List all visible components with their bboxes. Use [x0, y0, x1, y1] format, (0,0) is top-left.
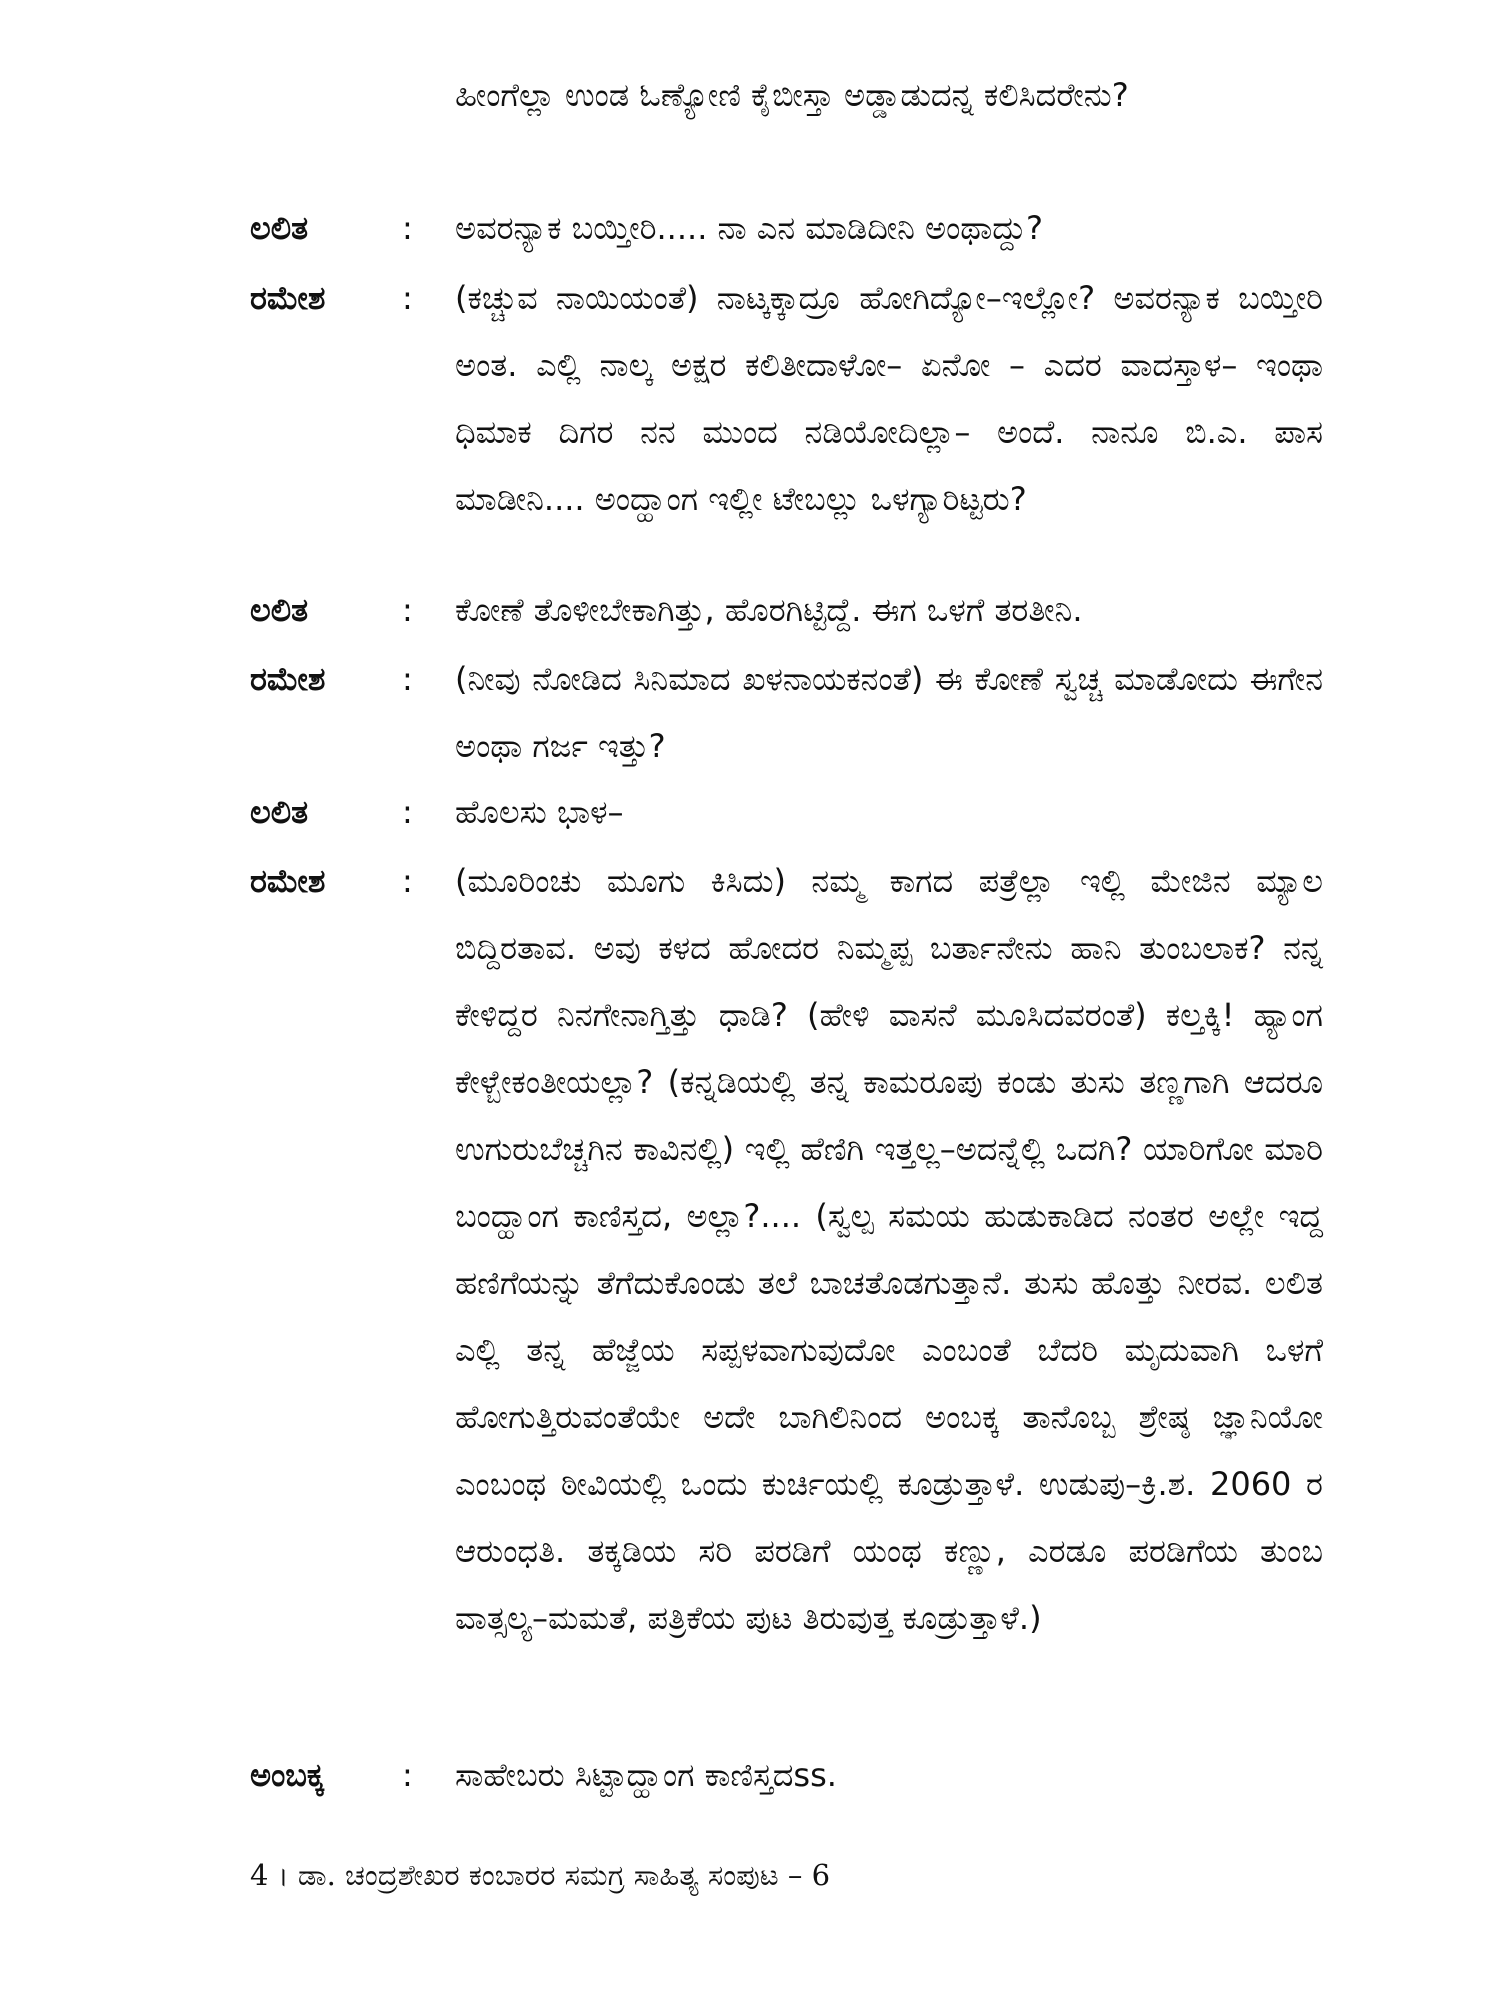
speaker-colon: :: [402, 793, 413, 831]
speaker-name: ರಮೇಶ: [250, 660, 326, 698]
speaker-colon: :: [402, 660, 413, 698]
dialogue-text: ಸಾಹೇಬರು ಸಿಟ್ಟಾದ್ಹಾಂಗ ಕಾಣಿಸ್ತದss.: [455, 1756, 837, 1794]
speaker-name: ರಮೇಶ: [250, 279, 326, 317]
dialogue-text: ಕೋಣೆ ತೊಳೀಬೇಕಾಗಿತ್ತು, ಹೊರಗಿಟ್ಟಿದ್ದೆ. ಈಗ ಒಳಗೆ ತರತೀನಿ.: [455, 591, 1083, 629]
dialogue-text: ಅವರನ್ಯಾಕ ಬಯ್ತೀರಿ..... ನಾ ಎನ ಮಾಡಿದೀನಿ ಅಂಥಾದ್ದು?: [455, 209, 1044, 247]
page-footer: 4 । ಡಾ. ಚಂದ್ರಶೇಖರ ಕಂಬಾರರ ಸಮಗ್ರ ಸಾಹಿತ್ಯ ಸಂಪುಟ – 6: [250, 1858, 831, 1892]
speaker-colon: :: [402, 591, 413, 629]
dialogue-text: (ನೀವು ನೋಡಿದ ಸಿನಿಮಾದ ಖಳನಾಯಕನಂತೆ) ಈ ಕೋಣೆ ಸ್ವಚ್ಚ ಮಾಡೋದು ಈಗೇನ ಅಂಥಾ ಗರ್ಜ ಇತ್ತು?: [455, 660, 1323, 765]
speaker-colon: :: [402, 1756, 413, 1794]
dialogue-text: ಹೊಲಸು ಭಾಳ–: [455, 793, 624, 831]
speaker-name: ಲಲಿತ: [250, 591, 309, 629]
speaker-name: ಲಲಿತ: [250, 209, 309, 247]
speaker-colon: :: [402, 862, 413, 900]
speaker-name: ಅಂಬಕ್ಕ: [250, 1756, 325, 1794]
speaker-name: ರಮೇಶ: [250, 862, 326, 900]
continuation-paragraph: ಹೀಂಗೆಲ್ಲಾ ಉಂಡ ಓಣ್ಯೋಣಿ ಕೈಬೀಸ್ತಾ ಅಡ್ಡಾಡುದನ್ನ ಕಲಿಸಿದರೇನು?: [455, 76, 1129, 114]
dialogue-text: (ಕಚ್ಚುವ ನಾಯಿಯಂತೆ) ನಾಟ್ಕಕ್ಕಾದ್ರೂ ಹೋಗಿದ್ಯೋ–ಇಲ್ಲೋ? ಅವರನ್ಯಾಕ ಬಯ್ತೀರಿ ಅಂತ. ಎಲ್ಲಿ ನಾಲ್ಕ ಅಕ್ಷರ ಕಲಿತೀದಾಳೋ– ಏನೋ – ಎದರ ವಾದಸ್ತಾಳ– ಇಂಥಾ ಧಿಮಾಕ ದಿಗರ ನನ ಮುಂದ ನಡಿಯೋದಿಲ್ಲಾ– ಅಂದೆ. ನಾನೂ ಬಿ.ಎ. ಪಾಸ ಮಾಡೀನಿ.... ಅಂದ್ಹಾಂಗ ಇಲ್ಲೀ ಟೇಬಲ್ಲು ಒಳಗ್ಯಾರಿಟ್ಟರು?: [455, 279, 1323, 518]
dialogue-text: (ಮೂರಿಂಚು ಮೂಗು ಕಿಸಿದು) ನಮ್ಮ ಕಾಗದ ಪತ್ರೆಲ್ಲಾ ಇಲ್ಲಿ ಮೇಜಿನ ಮ್ಯಾಲ ಬಿದ್ದಿರತಾವ. ಅವು ಕಳದ ಹೋದರ ನಿಮ್ಮಪ್ಪ ಬರ್ತಾನೇನು ಹಾನಿ ತುಂಬಲಾಕ? ನನ್ನ ಕೇಳಿದ್ದರ ನಿನಗೇನಾಗ್ತಿತ್ತು ಧಾಡಿ? (ಹೇಳಿ ವಾಸನೆ ಮೂಸಿದವರಂತೆ) ಕಲ್ತಕ್ಕಿ! ಹ್ಯಾಂಗ ಕೇಳ್ಬೇಕಂತೀಯಲ್ಲಾ? (ಕನ್ನಡಿಯಲ್ಲಿ ತನ್ನ ಕಾಮರೂಪು ಕಂಡು ತುಸು ತಣ್ಣಗಾಗಿ ಆದರೂ ಉಗುರುಬೆಚ್ಚಗಿನ ಕಾವಿನಲ್ಲಿ) ಇಲ್ಲಿ ಹೆಣಿಗಿ ಇತ್ತಲ್ಲ–ಅದನ್ನೆಲ್ಲಿ ಒದಗಿ? ಯಾರಿಗೋ ಮಾರಿ ಬಂದ್ಹಾಂಗ ಕಾಣಿಸ್ತದ, ಅಲ್ಲಾ?.... (ಸ್ವಲ್ಪ ಸಮಯ ಹುಡುಕಾಡಿದ ನಂತರ ಅಲ್ಲೇ ಇದ್ದ ಹಣಿಗೆಯನ್ನು ತೆಗೆದುಕೊಂಡು ತಲೆ ಬಾಚತೊಡಗುತ್ತಾನೆ. ತುಸು ಹೊತ್ತು ನೀರವ. ಲಲಿತ ಎಲ್ಲಿ ತನ್ನ ಹೆಜ್ಜೆಯ ಸಪ್ಪಳವಾಗುವುದೋ ಎಂಬಂತೆ ಬೆದರಿ ಮೃದುವಾಗಿ ಒಳಗೆ ಹೋಗುತ್ತಿರುವಂತೆಯೇ ಅದೇ ಬಾಗಿಲಿನಿಂದ ಅಂಬಕ್ಕ ತಾನೊಬ್ಬ ಶ್ರೇಷ್ಠ ಜ್ಞಾನಿಯೋ ಎಂಬಂಥ ಠೀವಿಯಲ್ಲಿ ಒಂದು ಕುರ್ಚಿಯಲ್ಲಿ ಕೂಡ್ರುತ್ತಾಳೆ. ಉಡುಪು–ಕ್ರಿ.ಶ. 2060 ರ ಆರುಂಧತಿ. ತಕ್ಕಡಿಯ ಸರಿ ಪರಡಿಗೆ ಯಂಥ ಕಣ್ಣು, ಎರಡೂ ಪರಡಿಗೆಯ ತುಂಬ ವಾತ್ಸಲ್ಯ–ಮಮತೆ, ಪತ್ರಿಕೆಯ ಪುಟ ತಿರುವುತ್ತ ಕೂಡ್ರುತ್ತಾಳೆ.): [455, 862, 1323, 1637]
speaker-name: ಲಲಿತ: [250, 793, 309, 831]
speaker-colon: :: [402, 279, 413, 317]
speaker-colon: :: [402, 209, 413, 247]
